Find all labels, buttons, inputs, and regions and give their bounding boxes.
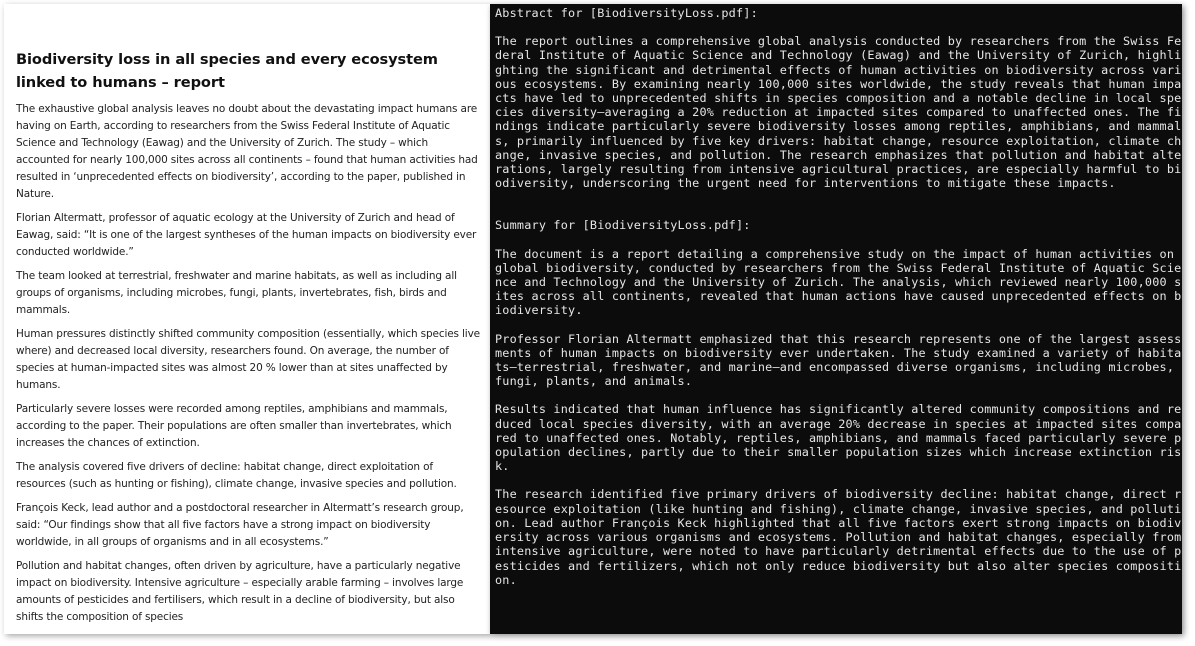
terminal-window[interactable] bbox=[490, 4, 1189, 634]
article-paragraph: The analysis covered five drivers of decline: habitat change, direct exploitation of resources (such as hunting or fishing), climate change, invasive species and pollution. bbox=[16, 461, 457, 490]
article-paragraph: The team looked at terrestrial, freshwater and marine habitats, as well as including all groups of organisms, including microbes, fungi, plants, invertebrates, fish, birds and mammals. bbox=[16, 270, 457, 316]
summary-paragraph: Professor Florian Altermatt emphasized that this research represents one of the largest assessments of human impacts on biodiversity ever undertaken. The study examined a variety of habitats—terrestrial, freshwater, and marine—and encompassed diverse organisms, including microbes, fungi, plants, and animals. bbox=[495, 331, 1182, 389]
summary-paragraph: Results indicated that human influence has significantly altered community compositions and reduced local species diversity, with an average 20% decrease in species at impacted sites compared to unaffected ones. Notably, reptiles, amphibians, and mammals faced particularly severe population declines, partly due to their smaller population sizes which increase extinction risk. bbox=[495, 402, 1182, 474]
terminal-output bbox=[490, 4, 1189, 587]
article-paragraph: The exhaustive global analysis leaves no doubt about the devastating impact humans are having on Earth, according to researchers from the Swiss Federal Institute of Aquatic Science and Technology (Eawag) and the University of Zurich. The study – which accounted for nearly 100,000 sites across all continents – found that human activities had resulted in ‘unprecedented effects on biodiversity’, according to the paper, published in Nature. bbox=[16, 103, 478, 200]
article-paragraph: Pollution and habitat changes, often driven by agriculture, have a particularly negative impact on biodiversity. Intensive agriculture – especially arable farming – involves large amounts of pesticides and fertilisers, which result in a decline of biodiversity, but also shifts the composition of species bbox=[16, 560, 464, 623]
article-paragraph: Human pressures distinctly shifted community composition (essentially, which species live where) and decreased local diversity, researchers found. On average, the number of species at human-impacted sites was almost 20 % lower than at sites unaffected by humans. bbox=[16, 328, 480, 391]
summary-paragraph: The document is a report detailing a comprehensive study on the impact of human activities on global biodiversity, conducted by researchers from the Swiss Federal Institute of Aquatic Science and Technology and the University of Zurich. The analysis, which reviewed nearly 100,000 sites across all continents, revealed that human actions have caused unprecedented effects on biodiversity. bbox=[495, 246, 1182, 318]
article-paragraph: Particularly severe losses were recorded among reptiles, amphibians and mammals, according to the paper. Their populations are often smaller than invertebrates, which increases the chances of extinction. bbox=[16, 403, 452, 449]
abstract-header: Abstract for [BiodiversityLoss.pdf]: bbox=[495, 6, 758, 20]
article-title: Biodiversity loss in all species and every ecosystem linked to humans – report bbox=[16, 51, 438, 91]
article-paragraph: Florian Altermatt, professor of aquatic ecology at the University of Zurich and head of Eawag, said: “It is one of the largest syntheses of the human impacts on biodiversity ever conducted worldwide.” bbox=[16, 212, 477, 258]
document-page bbox=[4, 4, 490, 634]
abstract-text: The report outlines a comprehensive global analysis conducted by researchers from the Swiss Federal Institute of Aquatic Science and Technology (Eawag) and the University of Zurich, highlighting the significant and detrimental effects of human activities on biodiversity across various ecosystems. By examining nearly 100,000 sites worldwide, the study reveals that human impacts have led to unprecedented shifts in species composition and a notable decline in local species diversity—averaging a 20% reduction at impacted sites compared to unaffected ones. The findings indicate particularly severe biodiversity losses among reptiles, amphibians, and mammals, primarily influenced by five key drivers: habitat change, resource exploitation, climate change, invasive species, and pollution. The research emphasizes that pollution and habitat alterations, largely resulting from intensive agricultural practices, are especially harmful to biodiversity, underscoring the urgent need for interventions to mitigate these impacts. bbox=[495, 34, 1182, 191]
article-paragraph: François Keck, lead author and a postdoctoral researcher in Altermatt’s research group, said: “Our findings show that all five factors have a strong impact on biodiversity worldwide, in all groups of organisms and in all ecosystems.” bbox=[16, 502, 464, 548]
summary-header: Summary for [BiodiversityLoss.pdf]: bbox=[495, 218, 751, 233]
article-body bbox=[4, 4, 490, 626]
summary-paragraph: The research identified five primary drivers of biodiversity decline: habitat change, direct resource exploitation (like hunting and fishing), climate change, invasive species, and pollution. Lead author François Keck highlighted that all five factors exert strong impacts on biodiversity across various organisms and ecosystems. Pollution and habitat changes, especially from intensive agriculture, were noted to have particularly detrimental effects due to the use of pesticides and fertilizers, which not only reduce biodiversity but also alter species composition. bbox=[495, 487, 1189, 587]
